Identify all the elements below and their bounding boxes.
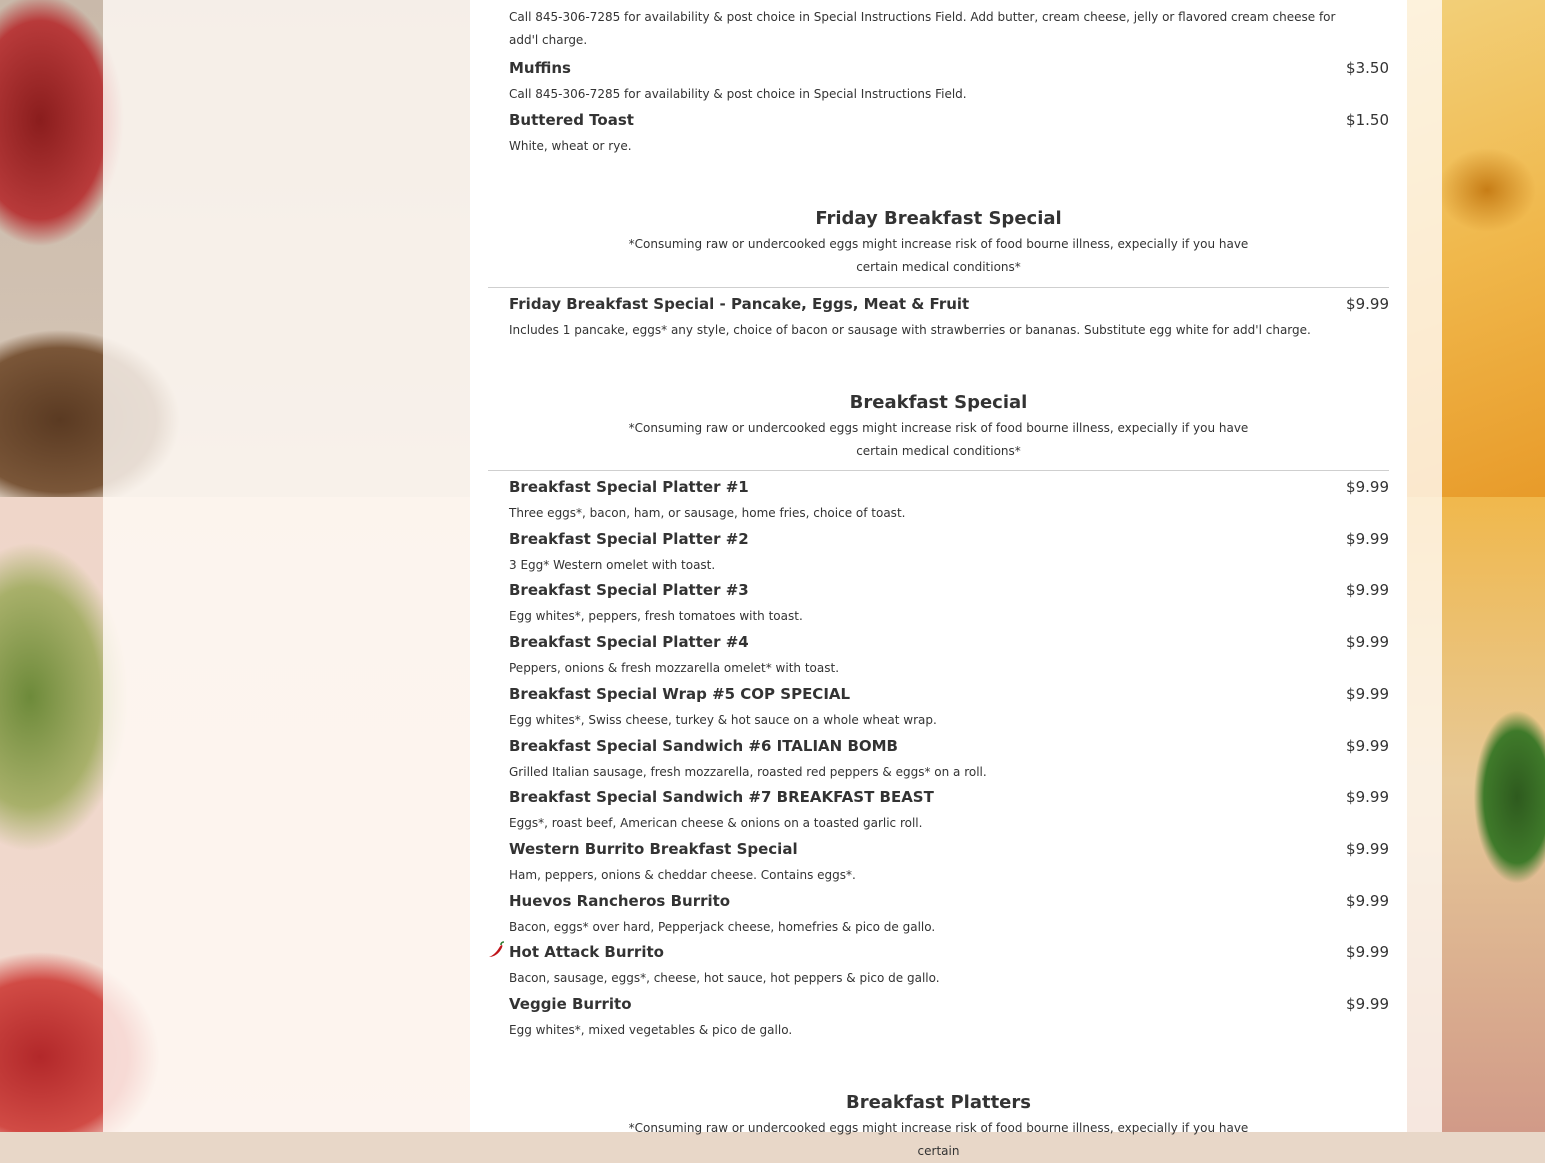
item-description: Ham, peppers, onions & cheddar cheese. Contains eggs*. [509,868,856,882]
item-name: Breakfast Special Sandwich #6 ITALIAN BOMB [509,737,898,755]
item-description: Call 845-306-7285 for availability & post choice in Special Instructions Field. Add butter, cream cheese, jelly or flavored cream cheese for add'l charge. [509,10,1336,47]
item-description: Three eggs*, bacon, ham, or sausage, home fries, choice of toast. [509,506,906,520]
section-title: Breakfast Platters [845,1092,1031,1113]
item-price: $1.50 [1346,111,1389,129]
item-name: Western Burrito Breakfast Special [509,840,798,858]
menu-content [470,0,1407,1158]
item-price: $9.99 [1346,530,1389,548]
item-price: $9.99 [1346,633,1389,651]
background-veil-right [1407,0,1442,1132]
item-description: Bacon, sausage, eggs*, cheese, hot sauce, hot peppers & pico de gallo. [509,971,940,985]
item-price: $9.99 [1346,581,1389,599]
item-name: Breakfast Special Platter #2 [509,530,749,548]
section-note: *Consuming raw or undercooked eggs might increase risk of food bourne illness, expecially if you have certain medical conditions* [628,421,1249,458]
section-note: *Consuming raw or undercooked eggs might increase risk of food bourne illness, expecially if you have certain [628,1121,1249,1158]
section-note: *Consuming raw or undercooked eggs might increase risk of food bourne illness, expecially if you have certain medical conditions* [628,237,1249,274]
item-description: Grilled Italian sausage, fresh mozzarella, roasted red peppers & eggs* on a roll. [509,765,987,779]
section-title: Friday Breakfast Special [815,208,1062,229]
item-price: $9.99 [1346,840,1389,858]
item-description: Includes 1 pancake, eggs* any style, choice of bacon or sausage with strawberries or bananas. Substitute egg white for add'l charge. [509,323,1311,337]
section-title: Breakfast Special [849,392,1028,413]
item-price: $9.99 [1346,737,1389,755]
section-divider [488,470,1389,471]
item-name: Hot Attack Burrito [509,943,664,961]
item-description: 3 Egg* Western omelet with toast. [509,558,716,572]
item-name: Friday Breakfast Special - Pancake, Eggs, Meat & Fruit [509,295,970,313]
item-name: Buttered Toast [509,111,634,129]
item-name: Veggie Burrito [509,995,632,1013]
background-veil-left [103,0,470,1132]
item-description: Peppers, onions & fresh mozzarella omelet* with toast. [509,661,840,675]
item-name: Muffins [509,59,571,77]
item-description: White, wheat or rye. [509,139,632,153]
item-description: Egg whites*, Swiss cheese, turkey & hot sauce on a whole wheat wrap. [509,713,937,727]
item-price: $9.99 [1346,478,1389,496]
item-price: $9.99 [1346,295,1389,313]
item-name: Huevos Rancheros Burrito [509,892,731,910]
item-price: $9.99 [1346,943,1389,961]
item-price: $9.99 [1346,995,1389,1013]
item-name: Breakfast Special Sandwich #7 BREAKFAST BEAST [509,788,934,806]
item-name: Breakfast Special Platter #4 [509,633,749,651]
item-price: $9.99 [1346,788,1389,806]
item-name: Breakfast Special Wrap #5 COP SPECIAL [509,685,851,703]
item-price: $9.99 [1346,892,1389,910]
item-name: Breakfast Special Platter #3 [509,581,749,599]
item-price: $3.50 [1346,59,1389,77]
item-description: Bacon, eggs* over hard, Pepperjack cheese, homefries & pico de gallo. [509,920,936,934]
section-divider [488,287,1389,288]
item-description: Egg whites*, mixed vegetables & pico de gallo. [509,1023,793,1037]
item-description: Call 845-306-7285 for availability & post choice in Special Instructions Field. [509,87,967,101]
item-description: Eggs*, roast beef, American cheese & onions on a toasted garlic roll. [509,816,923,830]
item-description: Egg whites*, peppers, fresh tomatoes with toast. [509,609,803,623]
section-breakfast-special [488,392,1389,463]
item-price: $9.99 [1346,685,1389,703]
item-name: Breakfast Special Platter #1 [509,478,749,496]
section-breakfast-platters [488,1092,1389,1163]
section-friday-breakfast-special [488,208,1389,279]
hot-pepper-icon [486,940,506,960]
